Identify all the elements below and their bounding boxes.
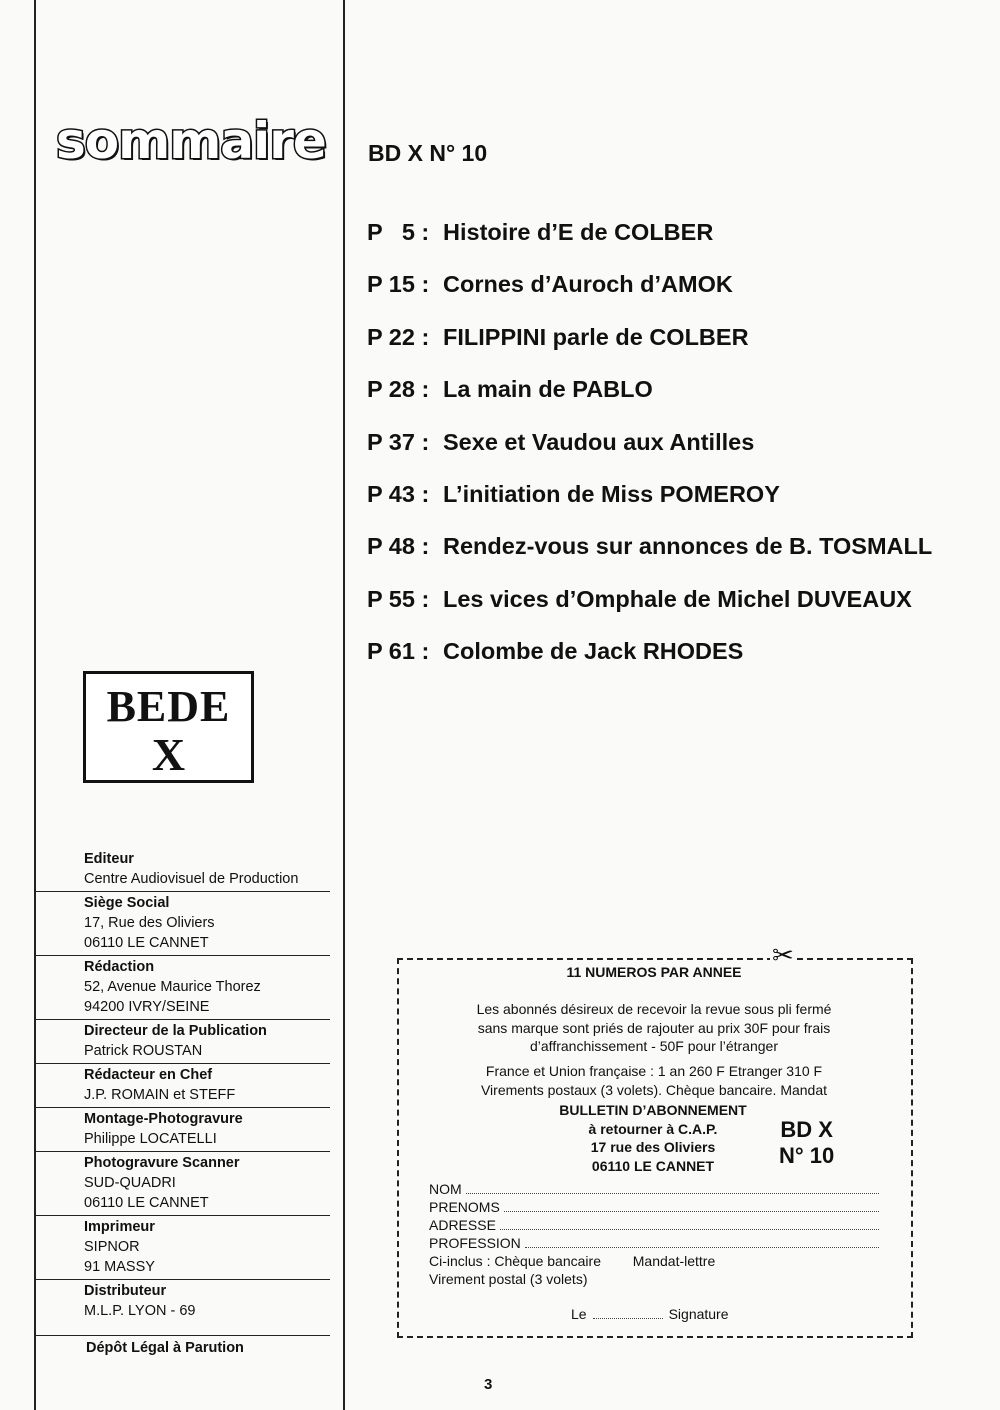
credit-heading: Rédaction [84,959,155,975]
signature-label: Signature [668,1306,729,1322]
credit-line: Patrick ROUSTAN [84,1043,203,1059]
credit-block [34,1064,330,1108]
credit-line: 52, Avenue Maurice Thorez [84,979,261,995]
credit-heading: Rédacteur en Chef [84,1067,213,1083]
bulletin-line: 06110 LE CANNET [591,1157,715,1174]
toc-title: Colombe de Jack RHODES [443,638,744,665]
credit-line: 17, Rue des Oliviers [84,915,215,931]
toc-page: P 15 : [367,271,430,298]
coupon-prices-line: France et Union française : 1 an 260 F Etranger 310 F [485,1063,823,1079]
toc-page: P 37 : [367,428,430,455]
coupon-conditions-line: sans marque sont priés de rajouter au prix 30F pour frais [477,1019,831,1036]
toc-title: La main de PABLO [443,376,653,403]
depot-legal: Dépôt Légal à Parution [34,1335,330,1358]
toc-page: P 28 : [367,376,430,403]
credit-line: Philippe LOCATELLI [84,1131,217,1147]
badge-line-1: BD X [780,1117,833,1142]
field-label: PROFESSION [429,1235,521,1251]
credit-block [34,1020,330,1064]
toc-page: P 5 : [367,219,430,245]
toc-entry[interactable] [367,320,932,372]
toc-title: Histoire d’E de COLBER [443,219,714,245]
credit-line: 06110 LE CANNET [84,1195,209,1211]
coupon-conditions [399,1000,909,1056]
toc-title: Sexe et Vaudou aux Antilles [443,428,755,455]
toc-title: Rendez-vous sur annonces de B. TOSMALL [443,533,933,560]
date-blank[interactable] [593,1318,663,1319]
issue-heading: BD X N° 10 [368,140,488,166]
nom-field[interactable] [429,1180,879,1198]
coupon-conditions-line: d’affranchissement - 50F pour l’étranger [530,1038,778,1054]
credit-line: J.P. ROMAIN et STEFF [84,1087,236,1103]
credit-line: 91 MASSY [84,1259,155,1275]
table-of-contents [367,215,932,687]
toc-title: Les vices d’Omphale de Michel DUVEAUX [443,585,912,612]
toc-page: P 48 : [367,533,430,560]
profession-field[interactable] [429,1234,879,1252]
signature-line [571,1306,729,1322]
credit-block [34,956,330,1020]
toc-entry[interactable] [367,215,932,267]
field-label: PRENOMS [429,1199,500,1215]
toc-entry[interactable] [367,477,932,529]
credit-line: M.L.P. LYON - 69 [84,1303,196,1319]
credit-heading: Siège Social [84,895,170,911]
scissors-icon: ✂ [772,940,794,970]
credit-block [34,1216,330,1280]
coupon-form [429,1180,879,1288]
credit-line: SUD-QUADRI [84,1175,176,1191]
toc-page: P 22 : [367,323,430,350]
credit-line: 06110 LE CANNET [84,935,209,951]
credit-heading: Distributeur [84,1283,167,1299]
toc-page: P 43 : [367,480,430,507]
toc-title: FILIPPINI parle de COLBER [443,323,749,350]
sommaire-title: sommaire [56,112,326,170]
virement-option[interactable]: Virement postal (3 volets) [429,1271,588,1287]
badge-line-2: N° 10 [779,1143,835,1168]
toc-page: P 55 : [367,585,430,612]
coupon-payment-line: Virements postaux (3 volets). Chèque bancaire. Mandat [480,1081,828,1098]
coupon-prices [399,1062,909,1099]
logo-line-1: BEDE [106,682,231,731]
ci-inclus-option[interactable]: Ci-inclus : Chèque bancaire [429,1253,601,1269]
mandat-option[interactable]: Mandat-lettre [632,1253,716,1269]
credit-line: Centre Audiovisuel de Production [84,871,299,887]
subscription-coupon [397,958,913,1338]
credits-list [34,848,330,1337]
field-label: NOM [429,1181,462,1197]
toc-title: L’initiation de Miss POMEROY [443,480,780,507]
payment-options [429,1252,879,1270]
coupon-title: 11 NUMEROS PAR ANNEE [566,964,742,980]
bede-x-logo [83,671,254,783]
field-blank[interactable] [525,1234,879,1248]
credit-block [34,848,330,892]
toc-page: P 61 : [367,638,430,665]
bulletin-line: 17 rue des Oliviers [590,1139,716,1155]
toc-entry[interactable] [367,634,932,686]
credit-line: 94200 IVRY/SEINE [84,999,210,1015]
coupon-issue-badge [779,1117,834,1169]
page-number: 3 [484,1376,493,1393]
field-blank[interactable] [500,1216,879,1230]
credit-heading: Directeur de la Publication [84,1023,267,1039]
toc-entry[interactable] [367,372,932,424]
bulletin-line: à retourner à C.A.P. [588,1120,718,1137]
coupon-conditions-line: Les abonnés désireux de recevoir la revue sous pli fermé [476,1001,832,1017]
field-label: ADRESSE [429,1217,496,1233]
credit-block [34,892,330,956]
field-blank[interactable] [504,1198,879,1212]
logo-line-2: X [151,729,186,780]
prenoms-field[interactable] [429,1198,879,1216]
credit-block [34,1280,330,1337]
toc-entry[interactable] [367,529,932,581]
middle-column-rule [343,0,345,1410]
credit-block [34,1108,330,1152]
coupon-address [499,1101,807,1175]
credit-heading: Editeur [84,851,134,867]
toc-entry[interactable] [367,267,932,319]
toc-entry[interactable] [367,425,932,477]
credit-heading: Imprimeur [84,1219,155,1235]
toc-entry[interactable] [367,582,932,634]
date-label: Le [571,1306,587,1322]
toc-title: Cornes d’Auroch d’AMOK [443,271,733,298]
credit-heading: Photogravure Scanner [84,1155,240,1171]
field-blank[interactable] [466,1180,879,1194]
credit-block [34,1152,330,1216]
adresse-field[interactable] [429,1216,879,1234]
bulletin-heading: BULLETIN D’ABONNEMENT [559,1102,747,1118]
credit-line: SIPNOR [84,1239,140,1255]
credit-heading: Montage-Photogravure [84,1111,243,1127]
